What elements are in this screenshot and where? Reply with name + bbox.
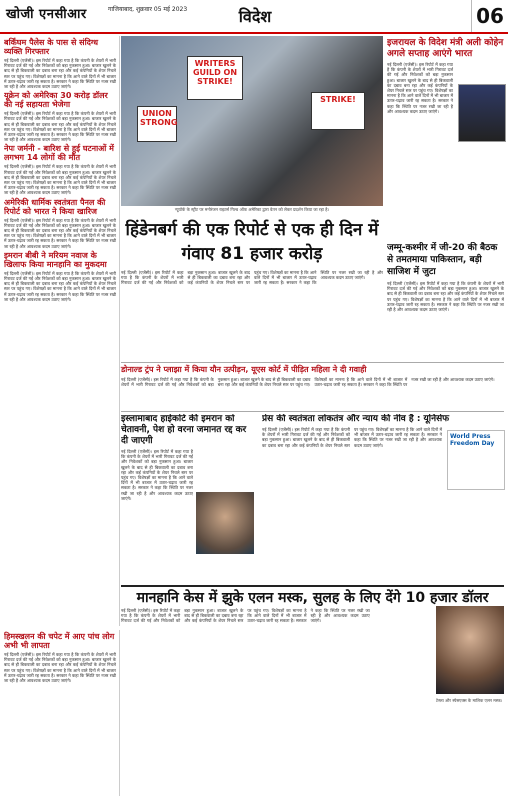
strike-sign-2: UNION STRONG <box>137 106 177 142</box>
musk-headline: मानहानि केस में झुके एलन मस्क, सुलह के लिए देंगे 10 हजार डॉलर <box>121 585 504 607</box>
right-headline: इजरायल के विदेश मंत्री अली कोहेन अगले सप्ताह आएंगे भारत <box>387 38 504 59</box>
left-lower-column <box>4 630 120 796</box>
imran-photo <box>196 492 254 554</box>
imran-headline: इस्लामाबाद हाईकोर्ट की इमरान को चेतावनी, पेश हो वरना जमानत रद्द कर दी जाएगी <box>121 414 247 446</box>
unesco-headline: प्रेस की स्वतंत्रता लोकतंत्र और न्याय की नींव है : यूनिसेफ <box>262 414 450 424</box>
section-title: विदेश <box>238 7 272 26</box>
elon-photo <box>436 606 504 694</box>
left-body-5: नई दिल्ली (एजेंसी)। इस रिपोर्ट में कहा गया है कि कंपनी के शेयरों में भारी गिरावट दर्ज की गई और निवेशकों को बड़ा नुकसान हुआ। बाजार खुलने के बाद से ही बिकवाली का दबाव बना रहा और कई कंपनियों के शेयर निचले स्तर पर पहुंच गए। विशेषज्ञों का मानना है कि आने वाले दिनों में भी बाजार में उतार-चढ़ाव जारी रह सकता है। सरकार ने कहा कि स्थिति पर नजर रखी जा रही है और आवश्यक कदम उठाए जाएंगे। <box>4 270 116 302</box>
right-body: नई दिल्ली (एजेंसी)। इस रिपोर्ट में कहा गया है कि कंपनी के शेयरों में भारी गिरावट दर्ज की गई और निवेशकों को बड़ा नुकसान हुआ। बाजार खुलने के बाद से ही बिकवाली का दबाव बना रहा और कई कंपनियों के शेयर निचले स्तर पर पहुंच गए। विशेषज्ञों का मानना है कि आने वाले दिनों में भी बाजार में उतार-चढ़ाव जारी रह सकता है। सरकार ने कहा कि स्थिति पर नजर रखी जा रही है और आवश्यक कदम उठाए जाएंगे। <box>387 62 453 114</box>
trump-body: नई दिल्ली (एजेंसी)। इस रिपोर्ट में कहा गया है कि कंपनी के शेयरों में भारी गिरावट दर्ज की गई और निवेशकों को बड़ा नुकसान हुआ। बाजार खुलने के बाद से ही बिकवाली का दबाव बना रहा और कई कंपनियों के शेयर निचले स्तर पर पहुंच गए। विशेषज्ञों का मानना है कि आने वाले दिनों में भी बाजार में उतार-चढ़ाव जारी रह सकता है। सरकार ने कहा कि स्थिति पर नजर रखी जा रही है और आवश्यक कदम उठाए जाएंगे। <box>121 377 495 388</box>
left-body-2: नई दिल्ली (एजेंसी)। इस रिपोर्ट में कहा गया है कि कंपनी के शेयरों में भारी गिरावट दर्ज की गई और निवेशकों को बड़ा नुकसान हुआ। बाजार खुलने के बाद से ही बिकवाली का दबाव बना रहा और कई कंपनियों के शेयर निचले स्तर पर पहुंच गए। विशेषज्ञों का मानना है कि आने वाले दिनों में भी बाजार में उतार-चढ़ाव जारी रह सकता है। सरकार ने कहा कि स्थिति पर नजर रखी जा रही है और आवश्यक कदम उठाए जाएंगे। <box>4 111 116 143</box>
page-number: 06 <box>471 0 508 32</box>
left-headline-4: अमेरिकी धार्मिक स्वतंत्रता पैनल की रिपोर्ट को भारत ने किया खारिज <box>4 197 106 216</box>
imran-body: नई दिल्ली (एजेंसी)। इस रिपोर्ट में कहा गया है कि कंपनी के शेयरों में भारी गिरावट दर्ज की गई और निवेशकों को बड़ा नुकसान हुआ। बाजार खुलने के बाद से ही बिकवाली का दबाव बना रहा और कई कंपनियों के शेयर निचले स्तर पर पहुंच गए। विशेषज्ञों का मानना है कि आने वाले दिनों में भी बाजार में उतार-चढ़ाव जारी रह सकता है। सरकार ने कहा कि स्थिति पर नजर रखी जा रही है और आवश्यक कदम उठाए जाएंगे। <box>121 449 193 501</box>
issue-date: गाजियाबाद, शुक्रवार 05 मई 2023 <box>108 6 188 13</box>
left-headline-2: यूक्रेन को अमेरिका 30 करोड़ डॉलर की नई सहायता भेजेगा <box>4 91 108 110</box>
left-headline-5: इमरान बीबी ने मरियम नवाज के खिलाफ किया मानहानि का मुकदमा <box>4 250 107 269</box>
left-body-3: नई दिल्ली (एजेंसी)। इस रिपोर्ट में कहा गया है कि कंपनी के शेयरों में भारी गिरावट दर्ज की गई और निवेशकों को बड़ा नुकसान हुआ। बाजार खुलने के बाद से ही बिकवाली का दबाव बना रहा और कई कंपनियों के शेयर निचले स्तर पर पहुंच गए। विशेषज्ञों का मानना है कि आने वाले दिनों में भी बाजार में उतार-चढ़ाव जारी रह सकता है। सरकार ने कहा कि स्थिति पर नजर रखी जा रही है और आवश्यक कदम उठाए जाएंगे। <box>4 164 116 196</box>
mid-right-headline: जम्मू-कश्मीर में जी-20 की बैठक से तमतमाया पाकिस्तान, बड़ी साजिश में जुटा <box>387 243 498 277</box>
left-headline-3: नेपः जर्मनी - बारिश से हुई घटनाओं में लगभग 14 लोगों की मौत <box>4 144 114 163</box>
strike-sign-1: WRITERS GUILD ON STRIKE! <box>187 56 243 100</box>
strike-sign-3: STRIKE! <box>311 92 365 130</box>
press-freedom-logo: World Press Freedom Day <box>447 430 505 490</box>
left-headline-1: बर्किंघम पैलेस के पास से संदिग्ध व्यक्ति गिरफ्तार <box>4 38 99 56</box>
strike-photo <box>121 36 383 206</box>
photo-caption: न्यूयॉर्क के स्ट्रीट पर मनोरंजन राइटर्स गिल्ड ऑफ अमेरिका द्वारा वेतन को लेकर प्रदर्शन किया जा रहा है। <box>174 207 330 212</box>
left-body-1: नई दिल्ली (एजेंसी)। इस रिपोर्ट में कहा गया है कि कंपनी के शेयरों में भारी गिरावट दर्ज की गई और निवेशकों को बड़ा नुकसान हुआ। बाजार खुलने के बाद से ही बिकवाली का दबाव बना रहा और कई कंपनियों के शेयर निचले स्तर पर पहुंच गए। विशेषज्ञों का मानना है कि आने वाले दिनों में भी बाजार में उतार-चढ़ाव जारी रह सकता है। सरकार ने कहा कि स्थिति पर नजर रखी जा रही है और आवश्यक कदम उठाए जाएंगे। <box>4 58 116 90</box>
left-headline-6: हिमस्खलन की चपेट में आए पांच लोग अभी भी लापता <box>4 632 115 650</box>
mid-right-body: नई दिल्ली (एजेंसी)। इस रिपोर्ट में कहा गया है कि कंपनी के शेयरों में भारी गिरावट दर्ज की गई और निवेशकों को बड़ा नुकसान हुआ। बाजार खुलने के बाद से ही बिकवाली का दबाव बना रहा और कई कंपनियों के शेयर निचले स्तर पर पहुंच गए। विशेषज्ञों का मानना है कि आने वाले दिनों में भी बाजार में उतार-चढ़ाव जारी रह सकता है। सरकार ने कहा कि स्थिति पर नजर रखी जा रही है और आवश्यक कदम उठाए जाएंगे। <box>387 281 504 313</box>
elon-caption: टेस्ला और स्पेसएक्स के मालिक एलन मस्क। <box>436 698 503 703</box>
masthead <box>0 0 508 34</box>
mid-right-story <box>387 242 504 352</box>
trump-headline: डोनाल्ड ट्रंप ने प्लाझा में किया यौन उत्पीड़न, यूएस कोर्ट में पीड़ित महिला ने दी गवाही <box>121 365 367 374</box>
left-body-4: नई दिल्ली (एजेंसी)। इस रिपोर्ट में कहा गया है कि कंपनी के शेयरों में भारी गिरावट दर्ज की गई और निवेशकों को बड़ा नुकसान हुआ। बाजार खुलने के बाद से ही बिकवाली का दबाव बना रहा और कई कंपनियों के शेयर निचले स्तर पर पहुंच गए। विशेषज्ञों का मानना है कि आने वाले दिनों में भी बाजार में उतार-चढ़ाव जारी रह सकता है। सरकार ने कहा कि स्थिति पर नजर रखी जा रही है और आवश्यक कदम उठाए जाएंगे। <box>4 217 116 249</box>
left-body-6: नई दिल्ली (एजेंसी)। इस रिपोर्ट में कहा गया है कि कंपनी के शेयरों में भारी गिरावट दर्ज की गई और निवेशकों को बड़ा नुकसान हुआ। बाजार खुलने के बाद से ही बिकवाली का दबाव बना रहा और कई कंपनियों के शेयर निचले स्तर पर पहुंच गए। विशेषज्ञों का मानना है कि आने वाले दिनों में भी बाजार में उतार-चढ़ाव जारी रह सकता है। सरकार ने कहा कि स्थिति पर नजर रखी जा रही है और आवश्यक कदम उठाए जाएंगे। <box>4 652 116 684</box>
musk-body: नई दिल्ली (एजेंसी)। इस रिपोर्ट में कहा गया है कि कंपनी के शेयरों में भारी गिरावट दर्ज की गई और निवेशकों को बड़ा नुकसान हुआ। बाजार खुलने के बाद से ही बिकवाली का दबाव बना रहा और कई कंपनियों के शेयर निचले स्तर पर पहुंच गए। विशेषज्ञों का मानना है कि आने वाले दिनों में भी बाजार में उतार-चढ़ाव जारी रह सकता है। सरकार ने कहा कि स्थिति पर नजर रखी जा रही है और आवश्यक कदम उठाए जाएंगे। <box>121 608 370 624</box>
main-body: नई दिल्ली (एजेंसी)। इस रिपोर्ट में कहा गया है कि कंपनी के शेयरों में भारी गिरावट दर्ज की गई और निवेशकों को बड़ा नुकसान हुआ। बाजार खुलने के बाद से ही बिकवाली का दबाव बना रहा और कई कंपनियों के शेयर निचले स्तर पर पहुंच गए। विशेषज्ञों का मानना है कि आने वाले दिनों में भी बाजार में उतार-चढ़ाव जारी रह सकता है। सरकार ने कहा कि स्थिति पर नजर रखी जा रही है और आवश्यक कदम उठाए जाएंगे। <box>121 270 383 286</box>
unesco-body: नई दिल्ली (एजेंसी)। इस रिपोर्ट में कहा गया है कि कंपनी के शेयरों में भारी गिरावट दर्ज की गई और निवेशकों को बड़ा नुकसान हुआ। बाजार खुलने के बाद से ही बिकवाली का दबाव बना रहा और कई कंपनियों के शेयर निचले स्तर पर पहुंच गए। विशेषज्ञों का मानना है कि आने वाले दिनों में भी बाजार में उतार-चढ़ाव जारी रह सकता है। सरकार ने कहा कि स्थिति पर नजर रखी जा रही है और आवश्यक कदम उठाए जाएंगे। <box>262 427 442 448</box>
newspaper-logo: खोजी एनसीआर <box>6 7 87 22</box>
left-column <box>4 36 120 626</box>
trump-story <box>121 362 504 412</box>
minister-photo <box>458 84 506 142</box>
main-headline: हिंडेनबर्ग की एक रिपोर्ट से एक ही दिन में गंवाए 81 हजार करोड़ <box>125 220 379 264</box>
